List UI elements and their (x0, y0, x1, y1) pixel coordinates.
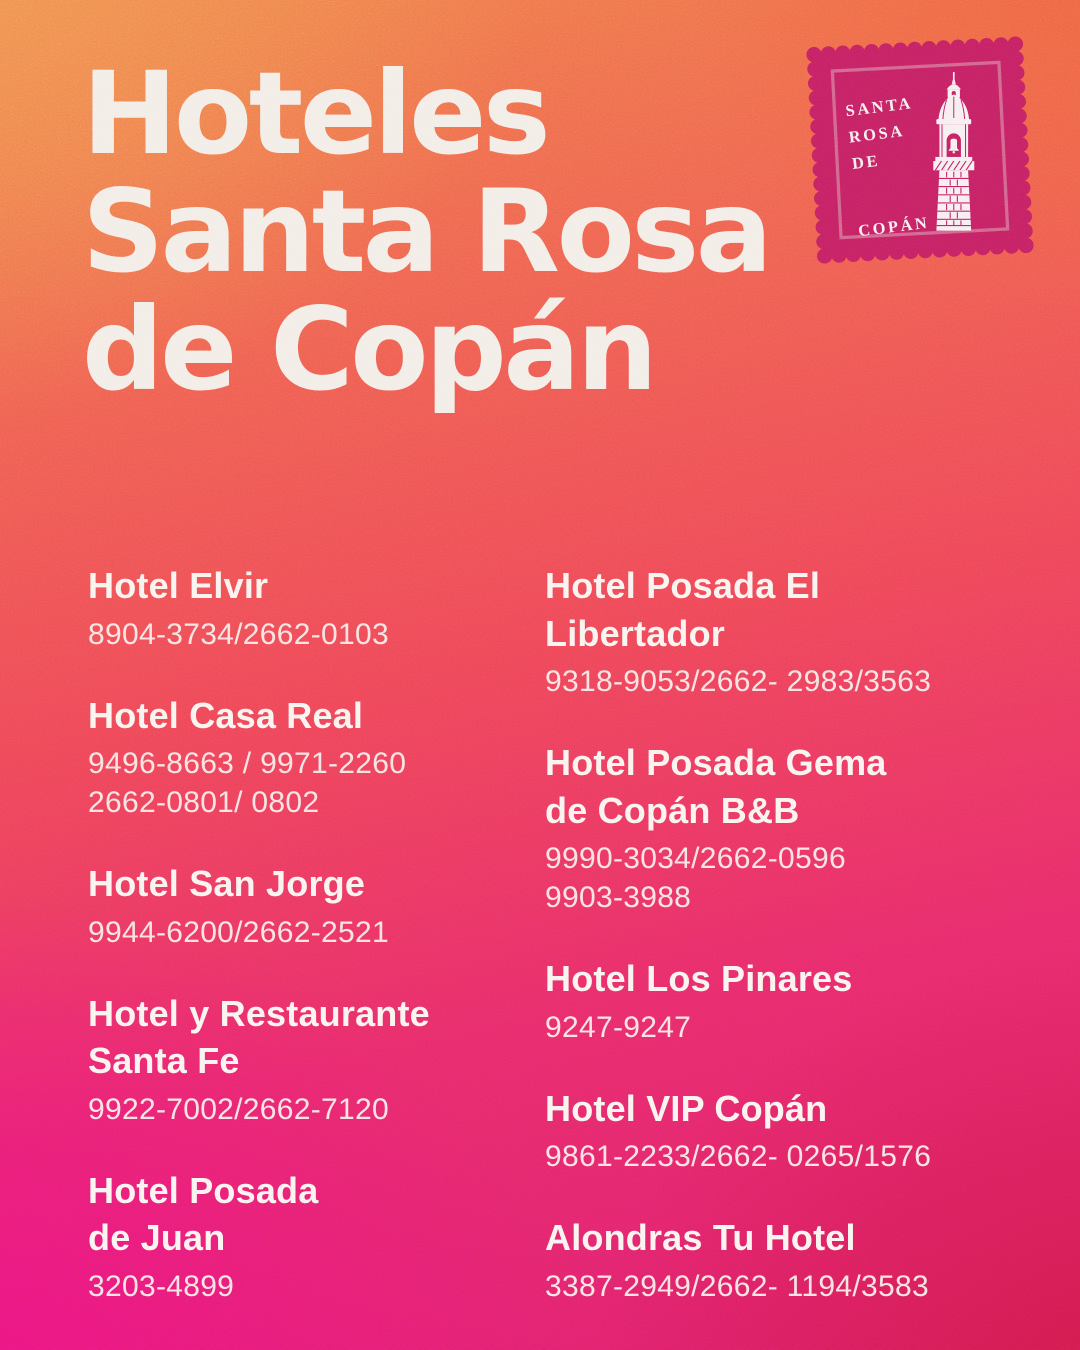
phone-line: 9990-3034/2662-0596 (545, 842, 846, 876)
phone-line: 8904-3734/2662-0103 (88, 617, 389, 651)
hotel-name (545, 1085, 1035, 1133)
hotel-list-left (88, 562, 545, 1306)
page-title (82, 47, 770, 416)
phone-line: 9861-2233/2662- 0265/1576 (545, 1140, 932, 1174)
phone-line: 9318-9053/2662- 2983/3563 (545, 665, 932, 699)
hotel-entry (545, 1214, 1035, 1306)
title-line-2: Santa Rosa (82, 165, 770, 298)
hotel-phone-numbers (88, 913, 545, 952)
hotel-entry (88, 1167, 545, 1306)
hotel-entry (88, 990, 545, 1129)
phone-line: 9903-3988 (545, 881, 692, 915)
hotel-phone-numbers (545, 662, 1035, 701)
hotel-phone-numbers (88, 615, 545, 654)
postage-stamp-logo (804, 34, 1035, 265)
phone-line: 9496-8663 / 9971-2260 (88, 747, 407, 781)
hotel-phone-numbers (545, 1008, 1035, 1047)
hotel-list-right (545, 562, 1035, 1306)
hotel-directory (88, 562, 1035, 1306)
hotel-entry (545, 562, 1035, 701)
hotel-name (88, 990, 545, 1085)
hotel-name-line: Hotel Casa Real (88, 694, 364, 736)
phone-line: 9922-7002/2662-7120 (88, 1092, 389, 1126)
hotel-phone-numbers (88, 744, 545, 822)
hotel-name-line: Hotel Posada (88, 1169, 319, 1211)
phone-line: 3387-2949/2662- 1194/3583 (545, 1269, 929, 1303)
hotel-name (545, 739, 1035, 834)
hotel-name-line: Hotel San Jorge (88, 863, 366, 905)
hotel-phone-numbers (545, 1137, 1035, 1176)
hotel-name-line: Santa Fe (88, 1040, 240, 1082)
hotel-name-line: Hotel Posada El (545, 565, 821, 606)
hotel-name-line: de Copán B&B (545, 789, 800, 831)
hotel-name-line: Hotel Elvir (88, 565, 269, 606)
hotel-entry (545, 955, 1035, 1047)
title-line-1: Hoteles (82, 47, 548, 180)
hotel-entry (545, 1085, 1035, 1177)
title-line-3: de Copán (82, 283, 655, 416)
stamp-text-line: ROSA (847, 120, 906, 147)
hotel-entry (88, 562, 545, 654)
hotel-name (88, 1167, 545, 1262)
hotel-name-line: Hotel Posada Gema (545, 742, 887, 784)
hotel-name (545, 1214, 1035, 1262)
hotel-name-line: de Juan (88, 1217, 226, 1259)
hotel-name-line: Hotel VIP Copán (545, 1087, 828, 1129)
hotel-entry (545, 739, 1035, 917)
hotel-entry (88, 692, 545, 823)
hotel-name-line: Alondras Tu Hotel (545, 1217, 856, 1259)
hotel-name (88, 860, 545, 908)
stamp-text-line: DE (850, 150, 882, 174)
hotel-name (88, 692, 545, 740)
hotel-phone-numbers (545, 1267, 1035, 1306)
stamp-text-bottom: COPÁN (857, 212, 931, 241)
hotel-phone-numbers (88, 1090, 545, 1129)
hotel-phone-numbers (545, 839, 1035, 917)
phone-line: 9247-9247 (545, 1010, 692, 1044)
hotel-phone-numbers (88, 1267, 545, 1306)
stamp-text-line: SANTA (844, 93, 914, 121)
phone-line: 9944-6200/2662-2521 (88, 915, 389, 949)
hotel-name-line: Hotel y Restaurante (88, 992, 430, 1034)
hotel-name-line: Libertador (545, 612, 726, 654)
hotel-name (545, 562, 1035, 657)
phone-line: 3203-4899 (88, 1269, 235, 1303)
hotel-name (545, 955, 1035, 1003)
phone-line: 2662-0801/ 0802 (88, 786, 320, 820)
hotel-name-line: Hotel Los Pinares (545, 958, 853, 1000)
hotel-name (88, 562, 545, 610)
hotel-entry (88, 860, 545, 952)
